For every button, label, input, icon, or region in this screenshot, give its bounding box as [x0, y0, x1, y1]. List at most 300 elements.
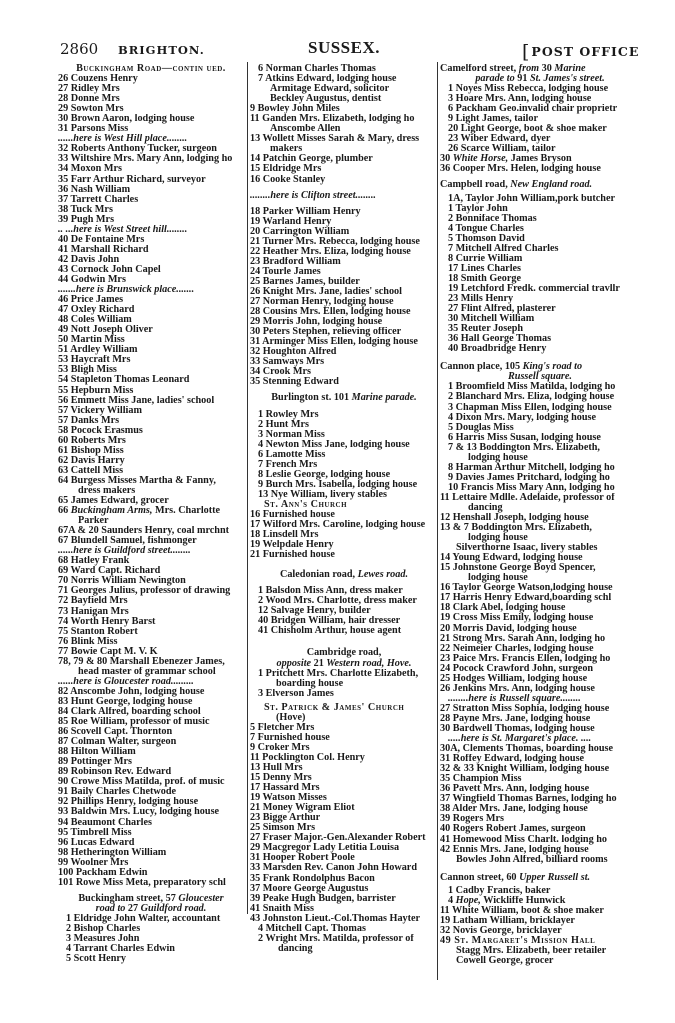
directory-entry: 94 Beaumont Charles	[58, 817, 152, 828]
directory-entry: 86 Scovell Capt. Thornton	[58, 727, 173, 738]
street-number: 57	[165, 892, 176, 904]
directory-entry: 21 Money Wigram Eliot	[250, 803, 355, 814]
directory-entry: 1 Pritchett Mrs. Charlotte Elizabeth,	[258, 668, 419, 679]
directory-entry: 41 Snaith Miss	[250, 903, 314, 914]
directory-entry: 31 Roffey Edward, lodging house	[440, 754, 585, 765]
inn-name: Buckingham Arms,	[70, 506, 153, 517]
street-subheading	[250, 659, 438, 669]
directory-entry: 27 Stratton Miss Sophia, lodging house	[440, 703, 610, 714]
directory-entry: 60 Roberts Mrs	[58, 435, 126, 446]
directory-entry: 23 Bradford William	[250, 256, 341, 267]
entry-list	[440, 744, 640, 855]
directory-entry: 72 Bayfield Mrs	[58, 596, 128, 607]
directory-entry: 37 Tarrett Charles	[58, 194, 139, 205]
street-location: Gloucester	[178, 892, 224, 904]
directory-entry: 96 Lucas Edward	[58, 837, 135, 848]
directory-entry: 28 Cousins Mrs. Ellen, lodging house	[250, 307, 411, 318]
directory-entry: 53 Haycraft Mrs	[58, 355, 131, 366]
entry-list	[250, 154, 438, 184]
column-2	[250, 64, 438, 954]
street-name: Caledonian road,	[279, 569, 356, 581]
directory-entry: 2 Bishop Charles	[66, 923, 141, 934]
directory-entry: 100 Packham Edwin	[58, 867, 148, 878]
entry-continuation: lodging house	[468, 452, 528, 463]
directory-entry: 14 Patchin George, plumber	[250, 154, 373, 165]
directory-entry: 32 Novis George, bricklayer	[440, 925, 562, 936]
directory-entry: 42 Davis John	[58, 254, 120, 265]
directory-entry: 41 Marshall Richard	[58, 244, 149, 255]
directory-entry: 27 Flint Alfred, plasterer	[448, 304, 556, 315]
occupant-name: Wickliffe Hunwick	[483, 895, 566, 906]
entry-list	[58, 144, 244, 224]
directory-entry: 3 Measures John	[66, 934, 140, 945]
directory-entry: 3 Norman Miss	[258, 429, 325, 440]
directory-entry: 26 Couzens Henry	[58, 74, 138, 85]
directory-entry: 4 Newton Miss Jane, lodging house	[258, 439, 410, 450]
directory-entry: 33 Samways Mrs	[250, 357, 325, 368]
entry-list	[440, 382, 640, 442]
street-name: Buckingham street,	[78, 892, 164, 904]
directory-entry: 3 Chapman Miss Ellen, lodging house	[448, 402, 612, 413]
entry-continuation: head master of grammar school	[78, 666, 216, 677]
directory-entry: 19 Latham William, bricklayer	[440, 915, 575, 926]
directory-entry: 24 Pocock Crawford John, surgeon	[440, 663, 594, 674]
directory-entry: 13 Hull Mrs	[250, 763, 303, 773]
directory-entry: Armitage Edward, solicitor	[270, 84, 390, 95]
directory-entry: 54 Stapleton Thomas Leonard	[58, 375, 190, 386]
directory-entry: 2 Wood Mrs. Charlotte, dress maker	[258, 596, 417, 607]
entry-list	[58, 556, 244, 656]
directory-entry: 70 Norris William Newington	[58, 576, 186, 587]
entry-list	[250, 84, 438, 104]
inn-name: Hope,	[455, 895, 481, 906]
directory-entry: 26 Scarce William, tailor	[448, 144, 556, 155]
directory-entry: 19 Letchford Fredk. commercial travllr	[448, 283, 620, 294]
directory-entry: 30 Brown Aaron, lodging house	[58, 114, 195, 125]
directory-entry: 16 Cooke Stanley	[250, 174, 326, 185]
directory-entry: 9 Davies James Pritchard, lodging ho	[448, 472, 610, 483]
directory-entry: 58 Pocock Erasmus	[58, 425, 143, 436]
directory-entry: 21 Strong Mrs. Sarah Ann, lodging ho	[440, 633, 606, 644]
directory-entry: 18 Linsdell Mrs	[250, 530, 319, 541]
cross-street-separator: .. ...here is West Street hill........	[58, 224, 188, 235]
entry-list	[440, 463, 640, 493]
entry-list	[58, 687, 244, 888]
directory-entry: 82 Anscombe John, lodging house	[58, 686, 205, 697]
directory-entry: 4 Mitchell Capt. Thomas	[258, 923, 366, 934]
occupant-name: Mrs. Charlotte	[155, 506, 221, 517]
directory-entry: 44 Godwin Mrs	[58, 274, 126, 285]
directory-entry: 50 Martin Miss	[58, 335, 125, 346]
entry-list	[440, 946, 640, 966]
directory-entry: 90 Crowe Miss Matilda, prof. of music	[58, 777, 225, 788]
street-subheading: Russell square.	[508, 371, 572, 383]
directory-entry: 16 Furnished house	[250, 509, 335, 520]
directory-entry: 25 Barnes James, builder	[250, 276, 360, 287]
house-number: 30	[440, 154, 451, 165]
street-number: 105	[504, 362, 521, 373]
directory-entry: 8 Harman Arthur Mitchell, lodging ho	[448, 462, 615, 473]
directory-entry: 1 Noyes Miss Rebecca, lodging house	[448, 84, 609, 95]
location-text: road to	[95, 902, 126, 914]
column-1	[58, 64, 244, 964]
street-heading: Cambridge road,	[306, 647, 382, 659]
directory-entry: 88 Hilton William	[58, 747, 136, 758]
street-number: 101	[333, 392, 350, 404]
directory-entry: 36 Hall George Thomas	[448, 334, 552, 345]
directory-entry: 12 Salvage Henry, builder	[258, 606, 371, 617]
directory-entry: 55 Hepburn Miss	[58, 385, 134, 396]
directory-entry: 19 Watson Misses	[250, 793, 327, 804]
directory-entry: 32 Roberts Anthony Tucker, surgeon	[58, 144, 217, 155]
directory-entry: 19 Cross Miss Emily, lodging house	[440, 613, 594, 624]
directory-entry: 32 Houghton Alfred	[250, 347, 337, 358]
directory-entry: 35 Frank Rondolphus Bacon	[250, 873, 375, 884]
directory-entry: 19 Welpdale Henry	[250, 540, 334, 551]
directory-entry: 83 Hunt George, lodging house	[58, 696, 193, 707]
directory-entry: 30 Bardwell Thomas, lodging house	[440, 724, 595, 734]
directory-entry: 16 Taylor George Watson,lodging house	[440, 583, 613, 594]
directory-entry: 65 James Edward, grocer	[58, 496, 169, 507]
entry-list	[440, 194, 640, 355]
street-location: New England road.	[510, 179, 593, 190]
street-heading	[440, 180, 640, 190]
entry-list	[250, 510, 438, 560]
directory-entry: 2 Wright Mrs. Matilda, professor of	[258, 933, 414, 944]
house-number: 4	[448, 895, 454, 906]
directory-entry: 15 Denny Mrs	[250, 773, 312, 784]
directory-entry	[440, 154, 640, 164]
street-number: 91	[517, 73, 528, 85]
directory-entry: 78, 79 & 80 Marshall Ebenezer James,	[58, 656, 225, 667]
directory-entry: 89 Pottinger Mrs	[58, 757, 132, 768]
directory-entry: 29 Macgregor Lady Letitia Louisa	[250, 843, 400, 854]
directory-entry: 37 Wingfield Thomas Barnes, lodging ho	[440, 794, 617, 805]
street-location: Marine parade.	[351, 392, 417, 404]
street-name: Camelford street,	[440, 64, 517, 74]
directory-entry: 3 Elverson James	[258, 688, 334, 699]
cross-street-separator: ........here is Russell square........	[448, 693, 581, 704]
directory-entry: 27 Ridley Mrs	[58, 84, 120, 95]
entry-list	[250, 104, 438, 124]
directory-entry: 28 Donne Mrs	[58, 94, 120, 105]
directory-entry: 39 Peake Hugh Budgen, barrister	[250, 893, 396, 904]
directory-entry: 5 Thomson David	[448, 233, 525, 244]
directory-entry: 5 Douglas Miss	[448, 422, 514, 433]
cross-street-separator: ......here is Guildford street........	[58, 546, 191, 557]
directory-entry: 21 Furnished house	[250, 550, 335, 561]
entry-continuation: dancing	[278, 943, 313, 954]
directory-entry: 43 Cornock John Capel	[58, 264, 161, 275]
cross-street-separator: ........here is Clifton street........	[250, 190, 376, 201]
directory-entry: 18 Smith George	[448, 273, 521, 284]
entry-continuation: dancing	[468, 502, 503, 513]
directory-entry: 61 Bishop Miss	[58, 445, 124, 456]
entry-list	[250, 207, 438, 388]
directory-entry: 22 Neimeier Charles, lodging house	[440, 643, 594, 654]
directory-entry: 20 Morris David, lodging house	[440, 623, 577, 634]
directory-entry: 49 Nott Joseph Oliver	[58, 325, 153, 336]
directory-entry: 11 Ganden Mrs. Elizabeth, lodging ho	[250, 114, 415, 125]
directory-entry: 20 Carrington William	[250, 226, 350, 237]
directory-entry: 36 Pavett Mrs. Ann, lodging house	[440, 784, 590, 795]
directory-entry: 41 Homewood Miss Charlt. lodging ho	[440, 834, 607, 845]
directory-entry: 41 Chisholm Arthur, house agent	[258, 626, 402, 637]
street-number: 27	[127, 902, 139, 914]
directory-entry: 6 Harris Miss Susan, lodging house	[448, 432, 601, 443]
directory-entry: 1A, Taylor John William,pork butcher	[448, 193, 615, 204]
entry-continuation: Anscombe Allen	[270, 124, 341, 135]
directory-entry: 12 Henshall Joseph, lodging house	[440, 513, 589, 524]
directory-entry: 91 Baily Charles Chetwode	[58, 787, 177, 798]
directory-entry: 25 Simson Mrs	[250, 823, 316, 834]
directory-entry: 1 Eldridge John Walter, accountant	[66, 913, 221, 924]
directory-entry: 74 Worth Henry Barst	[58, 616, 156, 627]
street-number: 21	[313, 657, 324, 669]
church-label: St. Patrick & James' Church	[264, 702, 405, 713]
directory-entry: 1 Cadby Francis, baker	[448, 885, 551, 896]
directory-entry: 15 Eldridge Mrs	[250, 164, 322, 175]
continued-heading: Buckingham Road—contin ued.	[76, 64, 226, 74]
directory-entry: 13 & 7 Boddington Mrs. Elizabeth,	[440, 523, 592, 534]
directory-entry: 27 Fraser Major.-Gen.Alexander Robert	[250, 833, 426, 844]
directory-entry: 99 Woolner Mrs	[58, 857, 129, 868]
entry-continuation: dress makers	[78, 485, 136, 496]
directory-entry: 18 Clark Abel, lodging house	[440, 603, 566, 614]
entry-list	[440, 583, 640, 694]
directory-entry: 67A & 20 Saunders Henry, coal mrchnt	[58, 526, 230, 537]
directory-entry: 95 Timbrell Miss	[58, 827, 132, 838]
location-text: Guildford road.	[140, 902, 207, 914]
cross-street-separator: .....here is St. Margaret's place. ....	[448, 734, 592, 745]
directory-entry: 5 Fletcher Mrs	[250, 722, 315, 733]
directory-entry: 23 Mills Henry	[448, 294, 514, 305]
directory-entry: 77 Bowie Capt M. V. K	[58, 646, 158, 657]
directory-entry: 2 Bonniface Thomas	[448, 213, 537, 224]
street-name: Campbell road,	[440, 179, 508, 190]
directory-entry: 93 Baldwin Mrs. Lucy, lodging house	[58, 807, 220, 818]
directory-entry: 33 Marsden Rev. Canon John Howard	[250, 863, 417, 874]
directory-entry: 43 Johnston Lieut.-Col.Thomas Hayter	[250, 913, 421, 924]
directory-entry: 92 Phillips Henry, lodging house	[58, 797, 199, 808]
directory-entry: 10 Francis Miss Mary Ann, lodging ho	[448, 482, 615, 493]
directory-entry: 57 Danks Mrs	[58, 415, 120, 426]
directory-entry	[440, 896, 640, 906]
directory-entry: 2 Blanchard Mrs. Eliza, lodging house	[448, 392, 615, 403]
house-number: 66	[58, 506, 69, 517]
directory-entry: 31 Parsons Miss	[58, 124, 129, 135]
church-label: St. Ann's Church	[264, 499, 348, 510]
directory-entry: 14 Young Edward, lodging house	[440, 553, 583, 564]
directory-entry: 3 Hoare Mrs. Ann, lodging house	[448, 94, 592, 105]
directory-entry: 25 Hodges William, lodging house	[440, 673, 588, 684]
street-heading	[250, 570, 438, 580]
directory-entry: 75 Stanton Robert	[58, 626, 138, 637]
directory-entry: 33 Wiltshire Mrs. Mary Ann, lodging ho	[58, 154, 233, 165]
town-title: BRIGHTON.	[118, 43, 205, 57]
directory-entry: 87 Colman Walter, surgeon	[58, 737, 177, 748]
directory-entry: 9 Croker Mrs	[250, 742, 310, 753]
directory-entry: 9 Light James, tailor	[448, 114, 538, 125]
entry-list	[250, 723, 438, 924]
directory-entry: 36 Cooper Mrs. Helen, lodging house	[440, 164, 601, 175]
location-text: Western road, Hove.	[326, 657, 412, 669]
directory-entry: 35 Champion Miss	[440, 774, 522, 785]
directory-entry: 1 Balsdon Miss Ann, dress maker	[258, 586, 403, 597]
directory-entry: 63 Cattell Miss	[58, 465, 124, 476]
directory-entry: 31 Hooper Robert Poole	[250, 853, 355, 864]
directory-entry: 17 Wilford Mrs. Caroline, lodging house	[250, 520, 426, 531]
directory-entry: Silverthorne Isaac, livery stables	[456, 543, 598, 554]
directory-entry: 48 Coles William	[58, 315, 132, 326]
directory-entry: 23 Paice Mrs. Francis Ellen, lodging ho	[440, 653, 611, 664]
directory-entry: 39 Rogers Mrs	[440, 814, 504, 825]
directory-entry: 35 Reuter Joseph	[448, 324, 524, 335]
page-number: 2860	[60, 40, 99, 58]
directory-entry: Bowles John Alfred, billiard rooms	[456, 854, 608, 865]
directory-entry: 7 Atkins Edward, lodging house	[258, 74, 397, 85]
directory-entry: 13 Wollett Misses Sarah & Mary, dress	[250, 134, 420, 145]
directory-entry: 38 Alder Mrs. Jane, lodging house	[440, 804, 588, 815]
entry-list	[440, 906, 640, 936]
directory-entry: 8 Currie William	[448, 253, 523, 264]
directory-entry: 17 Hassard Mrs	[250, 783, 320, 794]
entry-continuation: lodging house	[468, 533, 528, 544]
directory-entry: 68 Hatley Frank	[58, 556, 130, 567]
directory-entry: 27 Norman Henry, lodging house	[250, 297, 394, 308]
entry-list	[250, 586, 438, 636]
entry-list	[58, 914, 244, 964]
directory-entry: Stagg Mrs. Elizabeth, beer retailer	[456, 945, 607, 956]
directory-entry: 11 White William, boot & shoe maker	[440, 905, 604, 916]
directory-entry: 69 Ward Capt. Richard	[58, 566, 161, 577]
directory-entry: 9 Burch Mrs. Isabella, lodging house	[258, 479, 418, 490]
directory-entry: 36 Nash William	[58, 184, 131, 195]
directory-entry: 1 Taylor John	[448, 203, 508, 214]
directory-entry: 32 & 33 Knight William, lodging house	[440, 764, 610, 775]
entry-list	[250, 410, 438, 500]
county-title: SUSSEX.	[308, 38, 381, 57]
directory-entry: 101 Rowe Miss Meta, preparatory schl	[58, 877, 226, 888]
directory-entry: 19 Warland Henry	[250, 216, 332, 227]
directory-entry: 7 Furnished house	[250, 732, 330, 743]
directory-entry: 11 Pocklington Col. Henry	[250, 752, 365, 763]
column-divider	[247, 62, 248, 914]
column-3	[440, 64, 640, 966]
street-location: Upper Russell st.	[519, 872, 591, 883]
church-sublabel: (Hove)	[276, 712, 306, 723]
entry-list	[440, 704, 640, 734]
directory-entry: 13 Nye William, livery stables	[258, 489, 387, 500]
occupant-name: James Bryson	[510, 154, 572, 165]
directory-entry: 46 Price James	[58, 295, 124, 306]
directory-entry: 30A, Clements Thomas, boarding house	[440, 744, 614, 755]
location-text: parade to	[475, 73, 515, 85]
directory-entry: 38 Tuck Mrs	[58, 204, 113, 215]
directory-entry: 1 Broomfield Miss Matilda, lodging ho	[448, 382, 616, 393]
location-text: opposite	[276, 657, 312, 669]
street-subheading	[58, 904, 244, 914]
cross-street-separator: .......here is Brunswick place.......	[58, 285, 195, 296]
directory-entry: 30 Peters Stephen, relieving officer	[250, 327, 402, 338]
street-subheading	[440, 74, 640, 84]
entry-list	[58, 74, 244, 134]
directory-entry: 15 Johnstone George Boyd Spencer,	[440, 563, 596, 574]
directory-entry: 73 Hanigan Mrs	[58, 606, 129, 617]
directory-entry: 84 Clark Alfred, boarding school	[58, 707, 201, 717]
directory-entry: 85 Roe William, professor of music	[58, 717, 210, 728]
directory-entry: 30 Mitchell William	[448, 314, 535, 325]
street-location: King's road to	[522, 362, 583, 373]
publisher-label: POST OFFICE	[531, 44, 640, 59]
directory-entry: 42 Ennis Mrs. Jane, lodging house	[440, 844, 589, 855]
directory-entry: 1 Rowley Mrs	[258, 409, 319, 420]
directory-entry: 39 Pugh Mrs	[58, 214, 115, 225]
directory-entry: 35 Farr Arthur Richard, surveyor	[58, 174, 206, 185]
directory-entry: 56 Emmett Miss Jane, ladies' school	[58, 395, 215, 406]
directory-entry: 47 Oxley Richard	[58, 305, 135, 316]
cross-street-separator: ......here is West Hill place........	[58, 134, 188, 145]
directory-entry: Cowell George, grocer	[456, 956, 554, 967]
street-name: Cannon place,	[440, 362, 503, 373]
directory-entry: 40 Broadbridge Henry	[448, 344, 547, 355]
directory-entry	[58, 506, 244, 516]
publisher-title	[522, 39, 639, 61]
street-name: Cannon street,	[440, 872, 504, 883]
bracket-glyph: [	[522, 41, 531, 63]
entry-list	[58, 526, 244, 546]
location-text: from	[518, 64, 540, 74]
directory-entry: 71 Georges Julius, professor of drawing	[58, 586, 231, 597]
directory-entry: 24 Tourle James	[250, 266, 321, 277]
directory-entry: 6 Norman Charles Thomas	[258, 64, 376, 74]
directory-entry: 5 Scott Henry	[66, 954, 126, 965]
directory-entry: 6 Packham Geo.invalid chair proprietr	[448, 104, 618, 115]
street-name: Burlington st.	[271, 392, 332, 404]
directory-entry: 17 Lines Charles	[448, 263, 522, 274]
directory-entry: 40 Bridgen William, hair dresser	[258, 616, 401, 627]
street-location: Marine	[554, 64, 586, 74]
entry-list	[250, 64, 438, 84]
entry-list	[58, 295, 244, 476]
directory-entry: 23 Bigge Arthur	[250, 813, 321, 824]
directory-entry: 6 Lamotte Miss	[258, 449, 326, 460]
directory-entry: 67 Blundell Samuel, fishmonger	[58, 536, 197, 547]
street-location: Lewes road.	[357, 569, 409, 581]
directory-entry: 57 Vickery William	[58, 405, 142, 416]
street-heading	[440, 873, 640, 883]
directory-entry: 34 Moxon Mrs	[58, 164, 122, 175]
directory-entry: 40 De Fontaine Mrs	[58, 234, 145, 245]
directory-entry: 4 Tongue Charles	[448, 223, 524, 234]
directory-entry: 51 Ardley William	[58, 345, 138, 356]
directory-entry: 31 Arminger Miss Ellen, lodging house	[250, 337, 418, 348]
directory-entry: 18 Parker William Henry	[250, 206, 361, 217]
directory-entry: 98 Hetherington William	[58, 847, 167, 858]
directory-entry: 7 & 13 Boddington Mrs. Elizabeth,	[448, 442, 600, 453]
directory-entry: 89 Robinson Rev. Edward	[58, 767, 172, 778]
entry-continuation: Parker	[78, 516, 109, 527]
directory-entry: 64 Burgess Misses Martha & Fanny,	[58, 475, 216, 486]
directory-entry: 22 Heather Mrs. Eliza, lodging house	[250, 246, 411, 257]
street-number: 60	[506, 872, 517, 883]
directory-entry: 20 Light George, boot & shoe maker	[448, 124, 607, 135]
entry-continuation: makers	[270, 144, 303, 155]
directory-entry: 4 Tarrant Charles Edwin	[66, 944, 175, 955]
street-number: 30	[541, 64, 552, 74]
entry-continuation: boarding house	[276, 678, 344, 689]
directory-entry: 40 Rogers Robert James, surgeon	[440, 824, 586, 835]
